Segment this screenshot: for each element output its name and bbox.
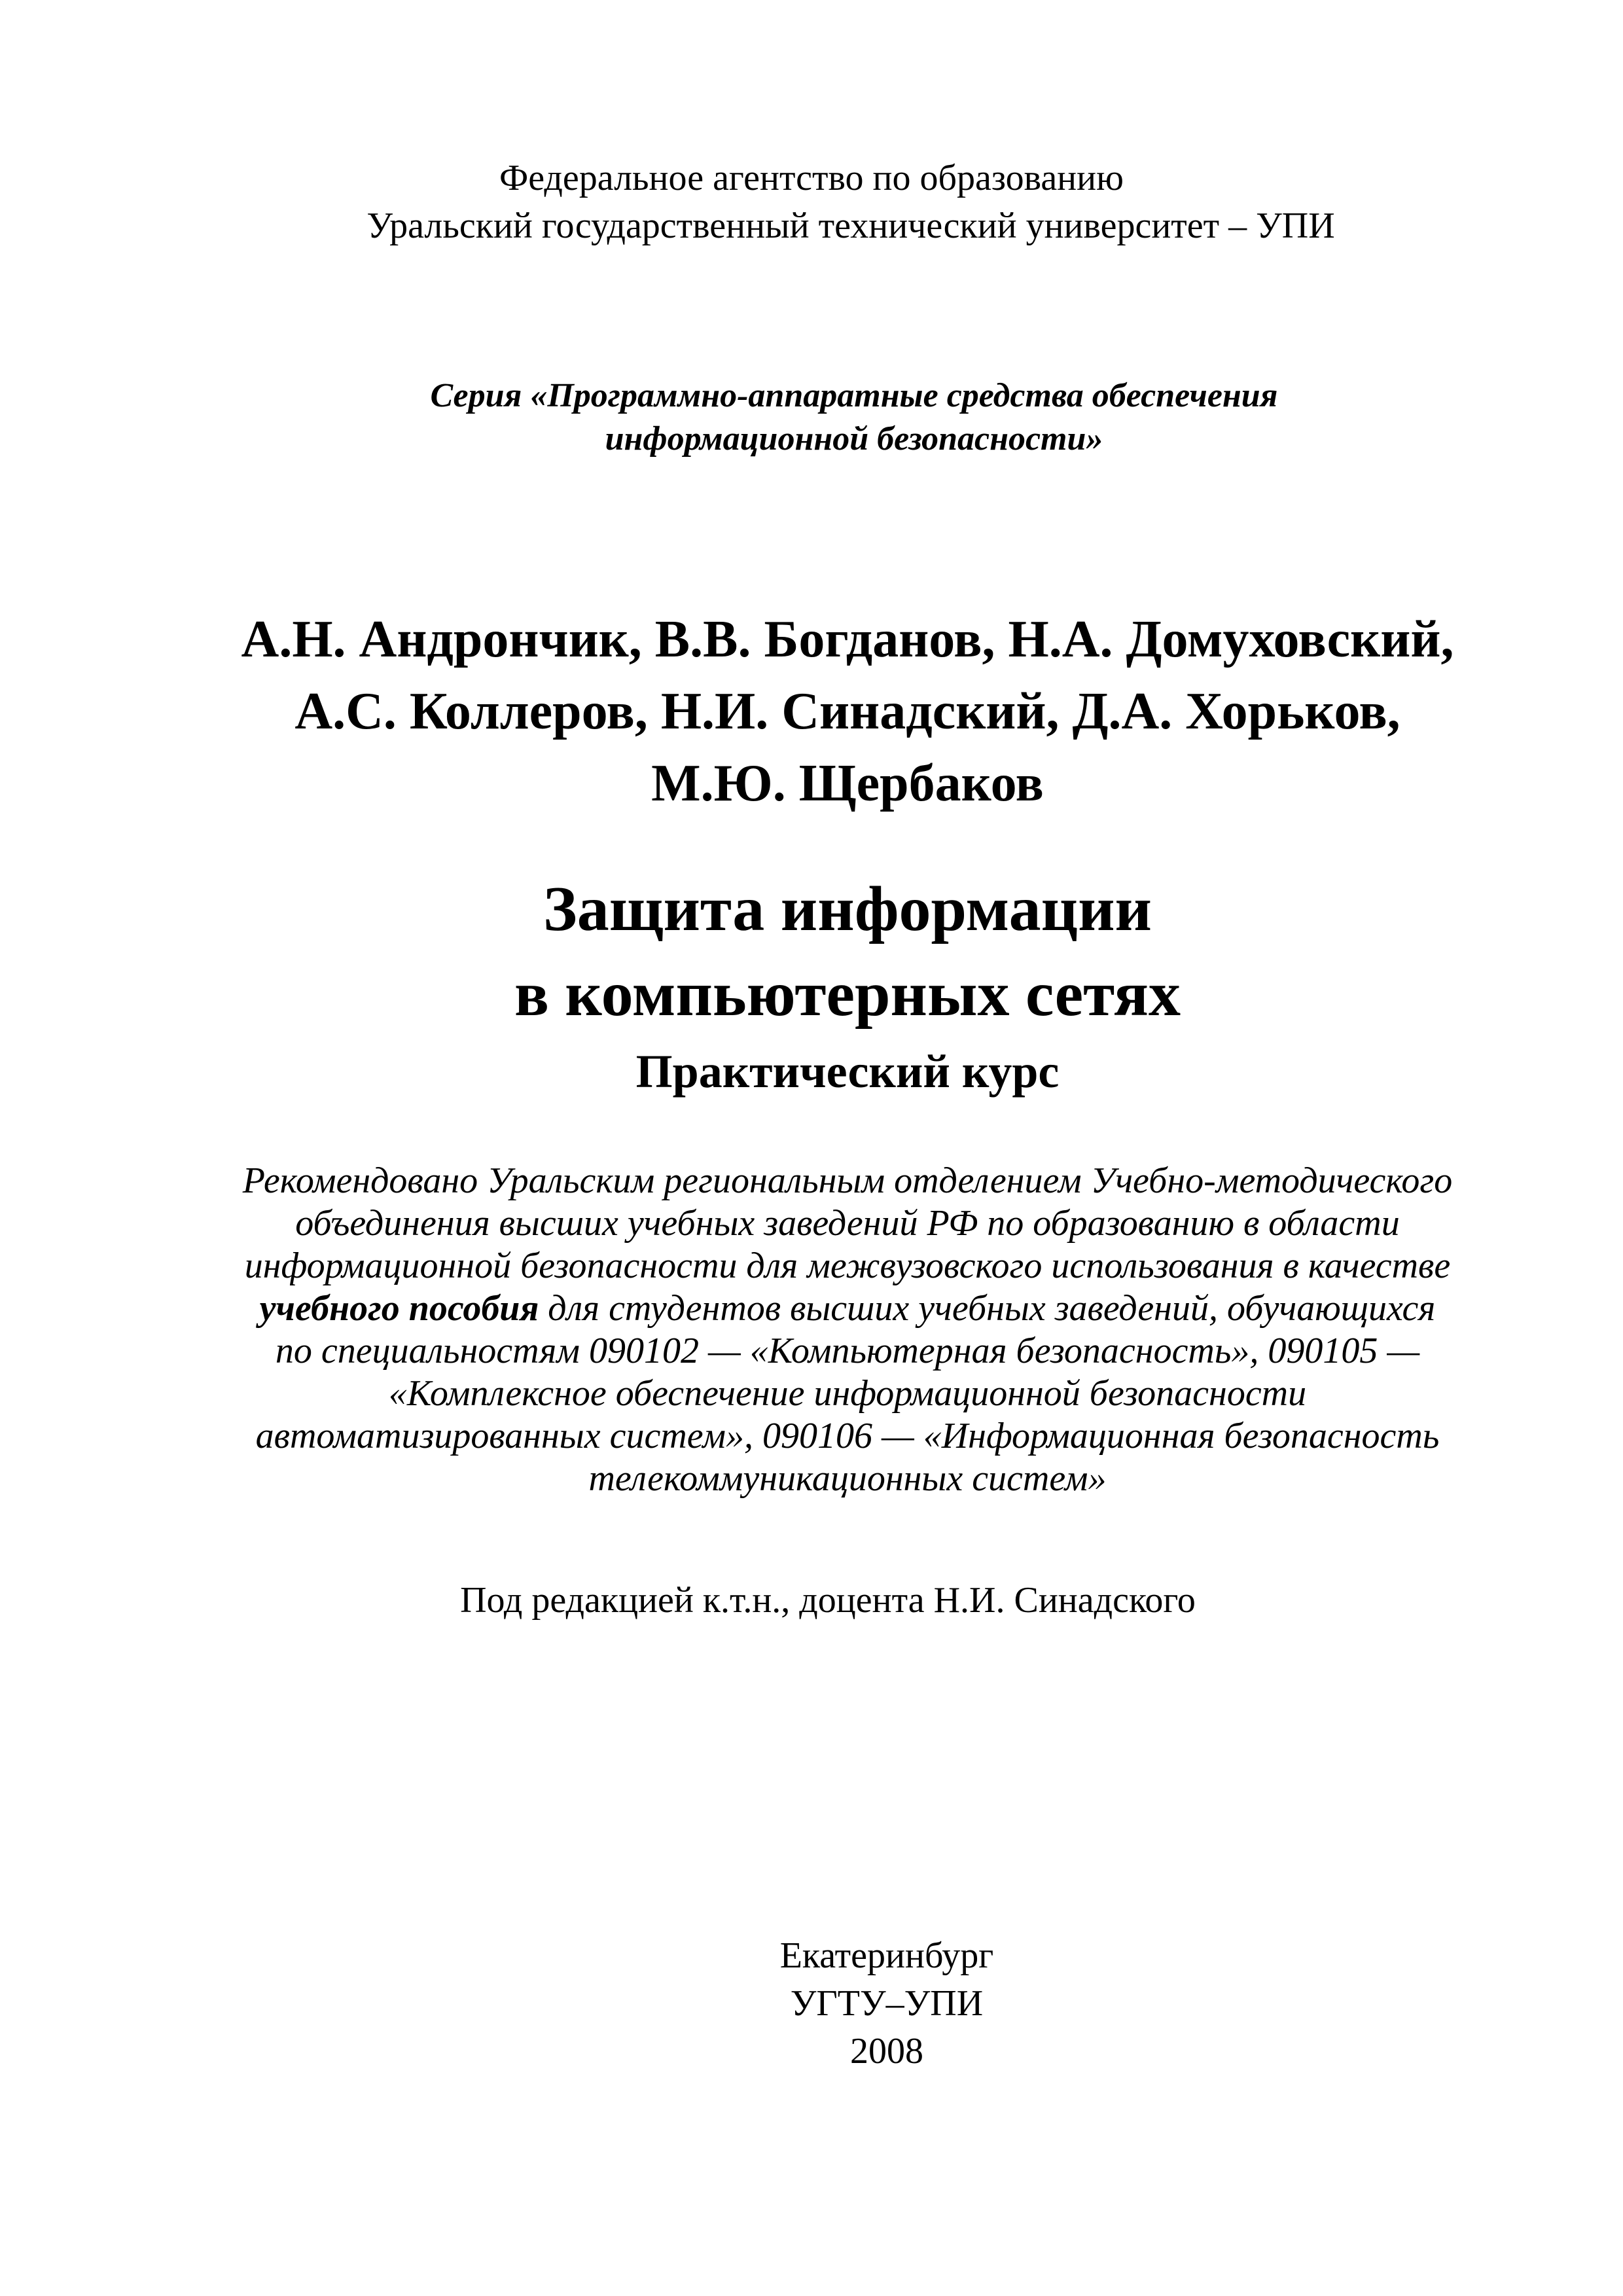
recommendation-line-4-rest: для студентов высших учебных заведений, обучающихся	[539, 1288, 1436, 1329]
imprint-publisher: УГТУ–УПИ	[790, 1983, 984, 2024]
subtitle-text: Практический курс	[635, 1045, 1060, 1098]
authors-line-2: А.С. Коллеров, Н.И. Синадский, Д.А. Хорьков,	[294, 683, 1400, 740]
imprint-year: 2008	[850, 2031, 923, 2072]
title-line-2: в компьютерных сетях	[514, 959, 1181, 1030]
recommendation-line-3: информационной безопасности для межвузовского использования в качестве	[244, 1246, 1451, 1286]
series-line-1: Серия «Программно-аппаратные средства обеспечения	[430, 377, 1278, 414]
recommendation-line-7: автоматизированных систем», 090106 — «Информационная безопасность	[255, 1416, 1440, 1456]
imprint-city: Екатеринбург	[779, 1935, 994, 1976]
book-title	[0, 867, 1623, 1037]
imprint-block	[0, 1932, 1623, 2075]
authors-block	[0, 603, 1623, 819]
title-line-1: Защита информации	[543, 874, 1152, 944]
textbook-label: учебного пособия	[259, 1288, 539, 1329]
university-name: Уральский государственный технический университет – УПИ	[366, 206, 1335, 246]
authors-line-3: М.Ю. Щербаков	[651, 755, 1044, 812]
recommendation-line-2: объединения высших учебных заведений РФ по образованию в области	[295, 1203, 1400, 1244]
series-block	[0, 374, 1623, 461]
editor-text: Под редакцией к.т.н., доцента Н.И. Синадского	[460, 1580, 1196, 1621]
series-line-2: информационной безопасности»	[605, 420, 1103, 457]
agency-name: Федеральное агентство по образованию	[499, 158, 1124, 198]
header-block	[0, 154, 1623, 250]
recommendation-line-5: по специальностям 090102 — «Компьютерная безопасность», 090105 —	[275, 1331, 1420, 1371]
recommendation-line-6: «Комплексное обеспечение информационной безопасности	[388, 1373, 1307, 1414]
recommendation-line-8: телекоммуникационных систем»	[588, 1458, 1107, 1499]
recommendation-block	[0, 1160, 1623, 1500]
editor-block	[0, 1577, 1623, 1623]
book-subtitle	[0, 1042, 1623, 1101]
authors-line-1: А.Н. Андрончик, В.В. Богданов, Н.А. Домуховский,	[241, 611, 1454, 668]
recommendation-line-4	[72, 1287, 1623, 1330]
recommendation-line-1: Рекомендовано Уральским региональным отделением Учебно-методического	[242, 1160, 1453, 1201]
